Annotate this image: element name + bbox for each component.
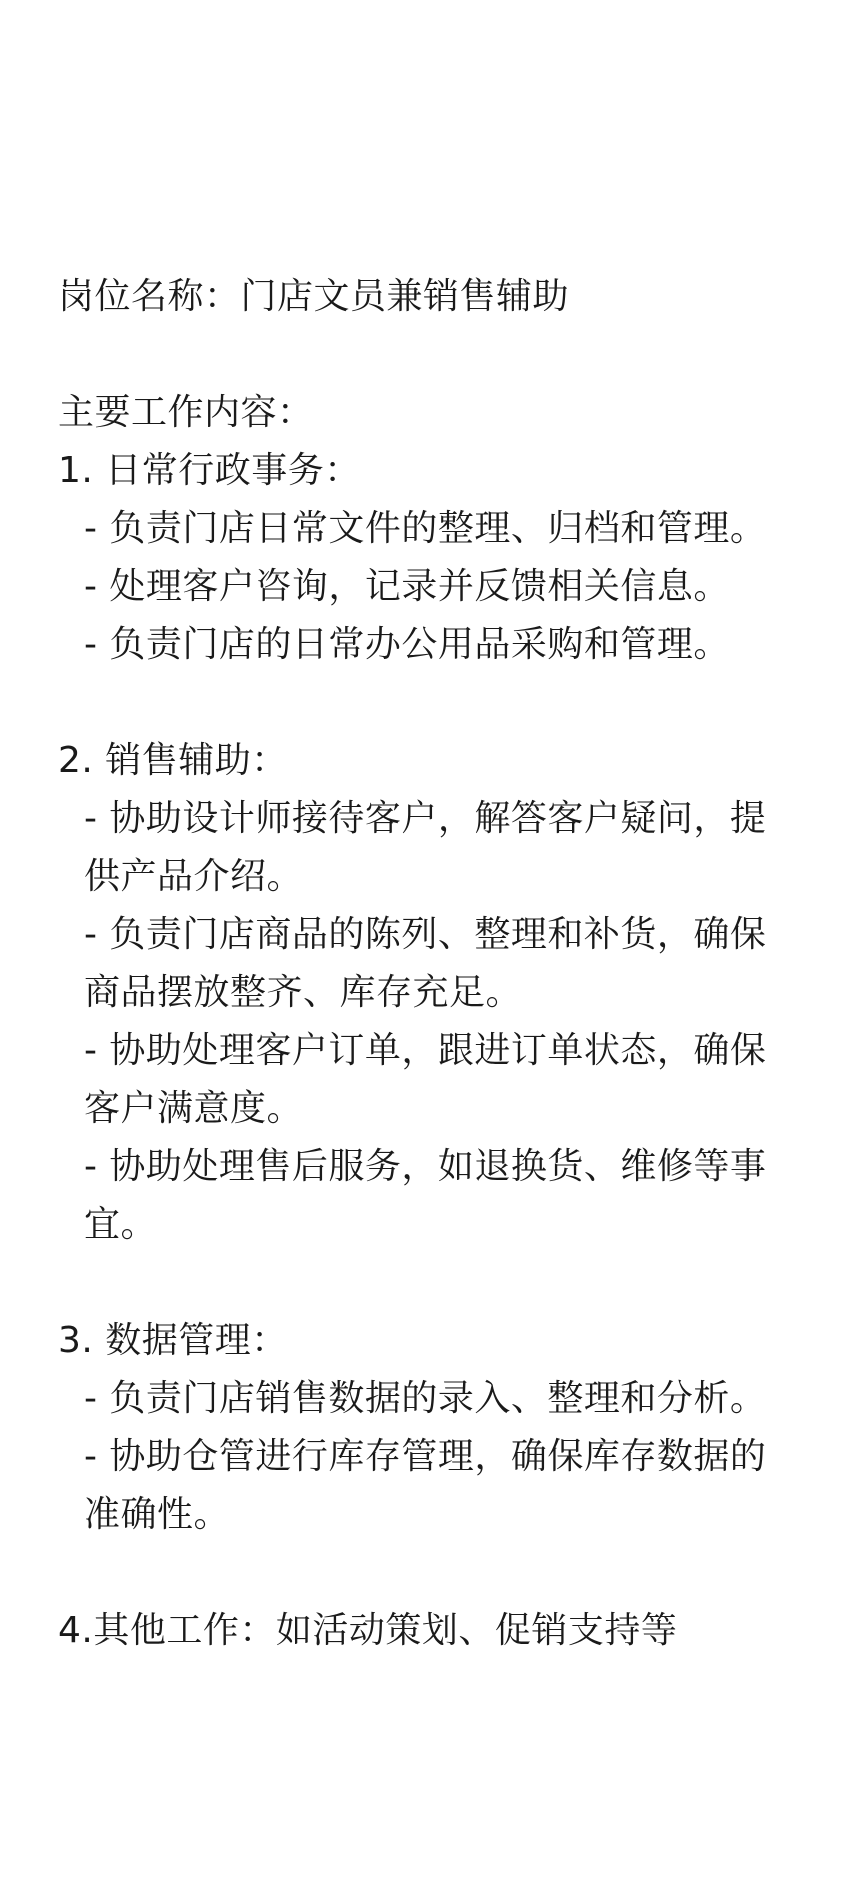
list-item: - 协助设计师接待客户，解答客户疑问，提供产品介绍。 [84, 798, 767, 897]
responsibilities-heading: 主要工作内容： [58, 392, 314, 433]
other-work-line: 4.其他工作：如活动策划、促销支持等 [58, 1610, 678, 1651]
spacer [58, 326, 798, 384]
list-item: - 处理客户咨询，记录并反馈相关信息。 [84, 566, 730, 607]
list-item: - 负责门店销售数据的录入、整理和分析。 [84, 1378, 767, 1419]
spacer [58, 674, 798, 732]
list-item: - 协助处理客户订单，跟进订单状态，确保客户满意度。 [84, 1030, 767, 1129]
list-item: - 负责门店商品的陈列、整理和补货，确保商品摆放整齐、库存充足。 [84, 914, 767, 1013]
section-heading-sales: 2. 销售辅助： [58, 740, 288, 781]
section-heading-data: 3. 数据管理： [58, 1320, 288, 1361]
spacer [58, 1544, 798, 1602]
list-item: - 协助处理售后服务，如退换货、维修等事宜。 [84, 1146, 767, 1245]
spacer [58, 1254, 798, 1312]
list-item: - 负责门店的日常办公用品采购和管理。 [84, 624, 730, 665]
section-heading-admin: 1. 日常行政事务： [58, 450, 361, 491]
job-title: 岗位名称：门店文员兼销售辅助 [58, 276, 570, 317]
list-item: - 负责门店日常文件的整理、归档和管理。 [84, 508, 767, 549]
list-item: - 协助仓管进行库存管理，确保库存数据的准确性。 [84, 1436, 767, 1535]
job-description [58, 268, 798, 1660]
